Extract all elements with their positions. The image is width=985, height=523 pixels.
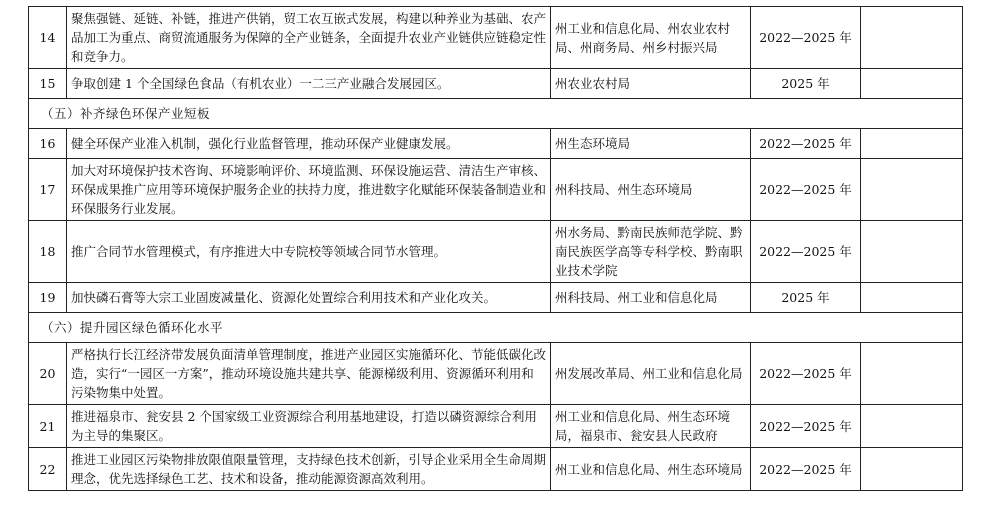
- task-description: 加大对环境保护技术咨询、环境影响评价、环境监测、环保设施运营、清洁生产审核、环保成果推广应用等环境保护服务企业的扶持力度，推进数字化赋能环保装备制造业和环保服务行业发展。: [67, 159, 551, 221]
- section-heading: （六）提升园区绿色循环化水平: [29, 313, 963, 343]
- time-period: 2022—2025 年: [751, 129, 861, 159]
- responsible-department: 州科技局、州工业和信息化局: [551, 283, 751, 313]
- task-description: 推进工业园区污染物排放限值限量管理，支持绿色技术创新，引导企业采用全生命周期理念，优先选择绿色工艺、技术和设备，推动能源资源高效利用。: [67, 448, 551, 491]
- responsible-department: 州生态环境局: [551, 129, 751, 159]
- task-description: 聚焦强链、延链、补链，推进产供销，贸工农互嵌式发展，构建以种养业为基础、农产品加工为重点、商贸流通服务为保障的全产业链条，全面提升农业产业链供应链稳定性和竞争力。: [67, 7, 551, 69]
- note-cell: [861, 129, 963, 159]
- section-heading: （五）补齐绿色环保产业短板: [29, 99, 963, 129]
- row-number: 21: [29, 405, 67, 448]
- row-number: 18: [29, 221, 67, 283]
- note-cell: [861, 69, 963, 99]
- task-description: 严格执行长江经济带发展负面清单管理制度，推进产业园区实施循环化、节能低碳化改造，实行“一园区一方案”，推动环境设施共建共享、能源梯级利用、资源循环利用和污染物集中处置。: [67, 343, 551, 405]
- row-number: 19: [29, 283, 67, 313]
- table-row: [29, 69, 963, 99]
- note-cell: [861, 7, 963, 69]
- table-row: [29, 7, 963, 69]
- table-row: [29, 159, 963, 221]
- row-number: 16: [29, 129, 67, 159]
- responsible-department: 州工业和信息化局、州农业农村局、州商务局、州乡村振兴局: [551, 7, 751, 69]
- row-number: 15: [29, 69, 67, 99]
- table-row: [29, 448, 963, 491]
- time-period: 2022—2025 年: [751, 221, 861, 283]
- section-row: [29, 99, 963, 129]
- table-row: [29, 343, 963, 405]
- row-number: 17: [29, 159, 67, 221]
- responsible-department: 州农业农村局: [551, 69, 751, 99]
- task-table: [28, 6, 963, 491]
- row-number: 22: [29, 448, 67, 491]
- time-period: 2022—2025 年: [751, 448, 861, 491]
- task-description: 加快磷石膏等大宗工业固废减量化、资源化处置综合利用技术和产业化攻关。: [67, 283, 551, 313]
- responsible-department: 州发展改革局、州工业和信息化局: [551, 343, 751, 405]
- note-cell: [861, 448, 963, 491]
- note-cell: [861, 221, 963, 283]
- responsible-department: 州工业和信息化局、州生态环境局: [551, 448, 751, 491]
- section-row: [29, 313, 963, 343]
- note-cell: [861, 405, 963, 448]
- table-row: [29, 221, 963, 283]
- task-description: 推进福泉市、瓮安县 2 个国家级工业资源综合利用基地建设，打造以磷资源综合利用为主导的集聚区。: [67, 405, 551, 448]
- time-period: 2022—2025 年: [751, 159, 861, 221]
- time-period: 2022—2025 年: [751, 405, 861, 448]
- row-number: 20: [29, 343, 67, 405]
- time-period: 2022—2025 年: [751, 7, 861, 69]
- row-number: 14: [29, 7, 67, 69]
- task-description: 健全环保产业准入机制，强化行业监督管理，推动环保产业健康发展。: [67, 129, 551, 159]
- note-cell: [861, 159, 963, 221]
- task-description: 争取创建 1 个全国绿色食品（有机农业）一二三产业融合发展园区。: [67, 69, 551, 99]
- table-row: [29, 129, 963, 159]
- responsible-department: 州水务局、黔南民族师范学院、黔南民族医学高等专科学校、黔南职业技术学院: [551, 221, 751, 283]
- table-row: [29, 405, 963, 448]
- time-period: 2025 年: [751, 283, 861, 313]
- time-period: 2022—2025 年: [751, 343, 861, 405]
- responsible-department: 州科技局、州生态环境局: [551, 159, 751, 221]
- table-row: [29, 283, 963, 313]
- responsible-department: 州工业和信息化局、州生态环境局，福泉市、瓮安县人民政府: [551, 405, 751, 448]
- note-cell: [861, 283, 963, 313]
- note-cell: [861, 343, 963, 405]
- time-period: 2025 年: [751, 69, 861, 99]
- task-description: 推广合同节水管理模式，有序推进大中专院校等领域合同节水管理。: [67, 221, 551, 283]
